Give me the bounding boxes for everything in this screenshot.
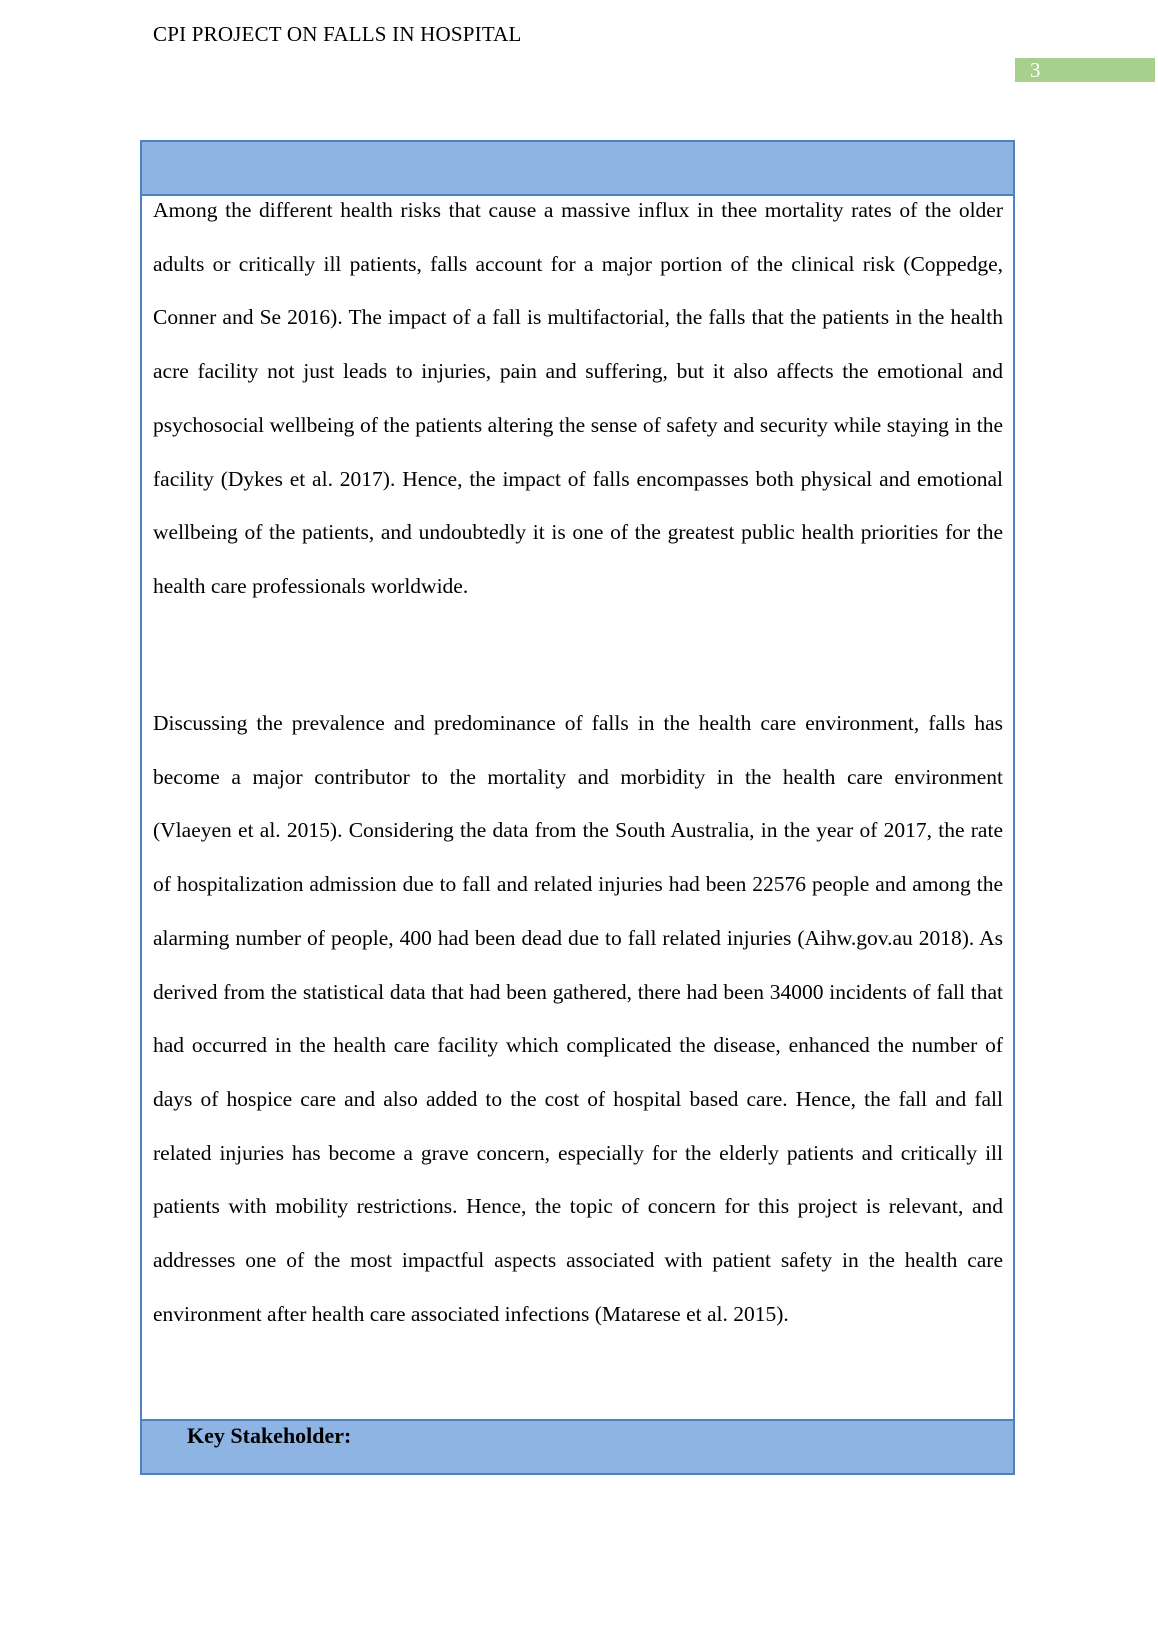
paragraph-fall-prevalence: Discussing the prevalence and predominance of falls in the health care environment, falls has become a major contributor to the mortality and morbidity in the health care environment (Vlaeyen et al. 2015). Considering the data from the South Australia, in the year of 2017, the rate of hospitalization admission due to fall and related injuries had been 22576 people and among the alarming number of people, 400 had been dead due to fall related injuries (Aihw.gov.au 2018). As derived from the statistical data that had been gathered, there had been 34000 incidents of fall that had occurred in the health care facility which complicated the disease, enhanced the number of days of hospice care and also added to the cost of hospital based care. Hence, the fall and fall related injuries has become a grave concern, especially for the elderly patients and critically ill patients with mobility restrictions. Hence, the topic of concern for this project is relevant, and addresses one of the most impactful aspects associated with patient safety in the health care environment after health care associated infections (Matarese et al. 2015). <box>153 711 1003 1326</box>
key-stakeholder-label: Key Stakeholder: <box>187 1423 352 1448</box>
page-number: 3 <box>1015 58 1155 82</box>
content-table <box>140 140 1015 1475</box>
table-footer-band <box>142 1419 1013 1473</box>
paragraph-fall-impact: Among the different health risks that cause a massive influx in thee mortality rates of the older adults or critically ill patients, falls account for a major portion of the clinical risk (Coppedge, Conner and Se 2016). The impact of a fall is multifactorial, the falls that the patients in the health acre facility not just leads to injuries, pain and suffering, but it also affects the emotional and psychosocial wellbeing of the patients altering the sense of safety and security while staying in the facility (Dykes et al. 2017). Hence, the impact of falls encompasses both physical and emotional wellbeing of the patients, and undoubtedly it is one of the greatest public health priorities for the health care professionals worldwide. <box>153 198 1003 598</box>
running-header-title: CPI PROJECT ON FALLS IN HOSPITAL <box>153 22 522 46</box>
